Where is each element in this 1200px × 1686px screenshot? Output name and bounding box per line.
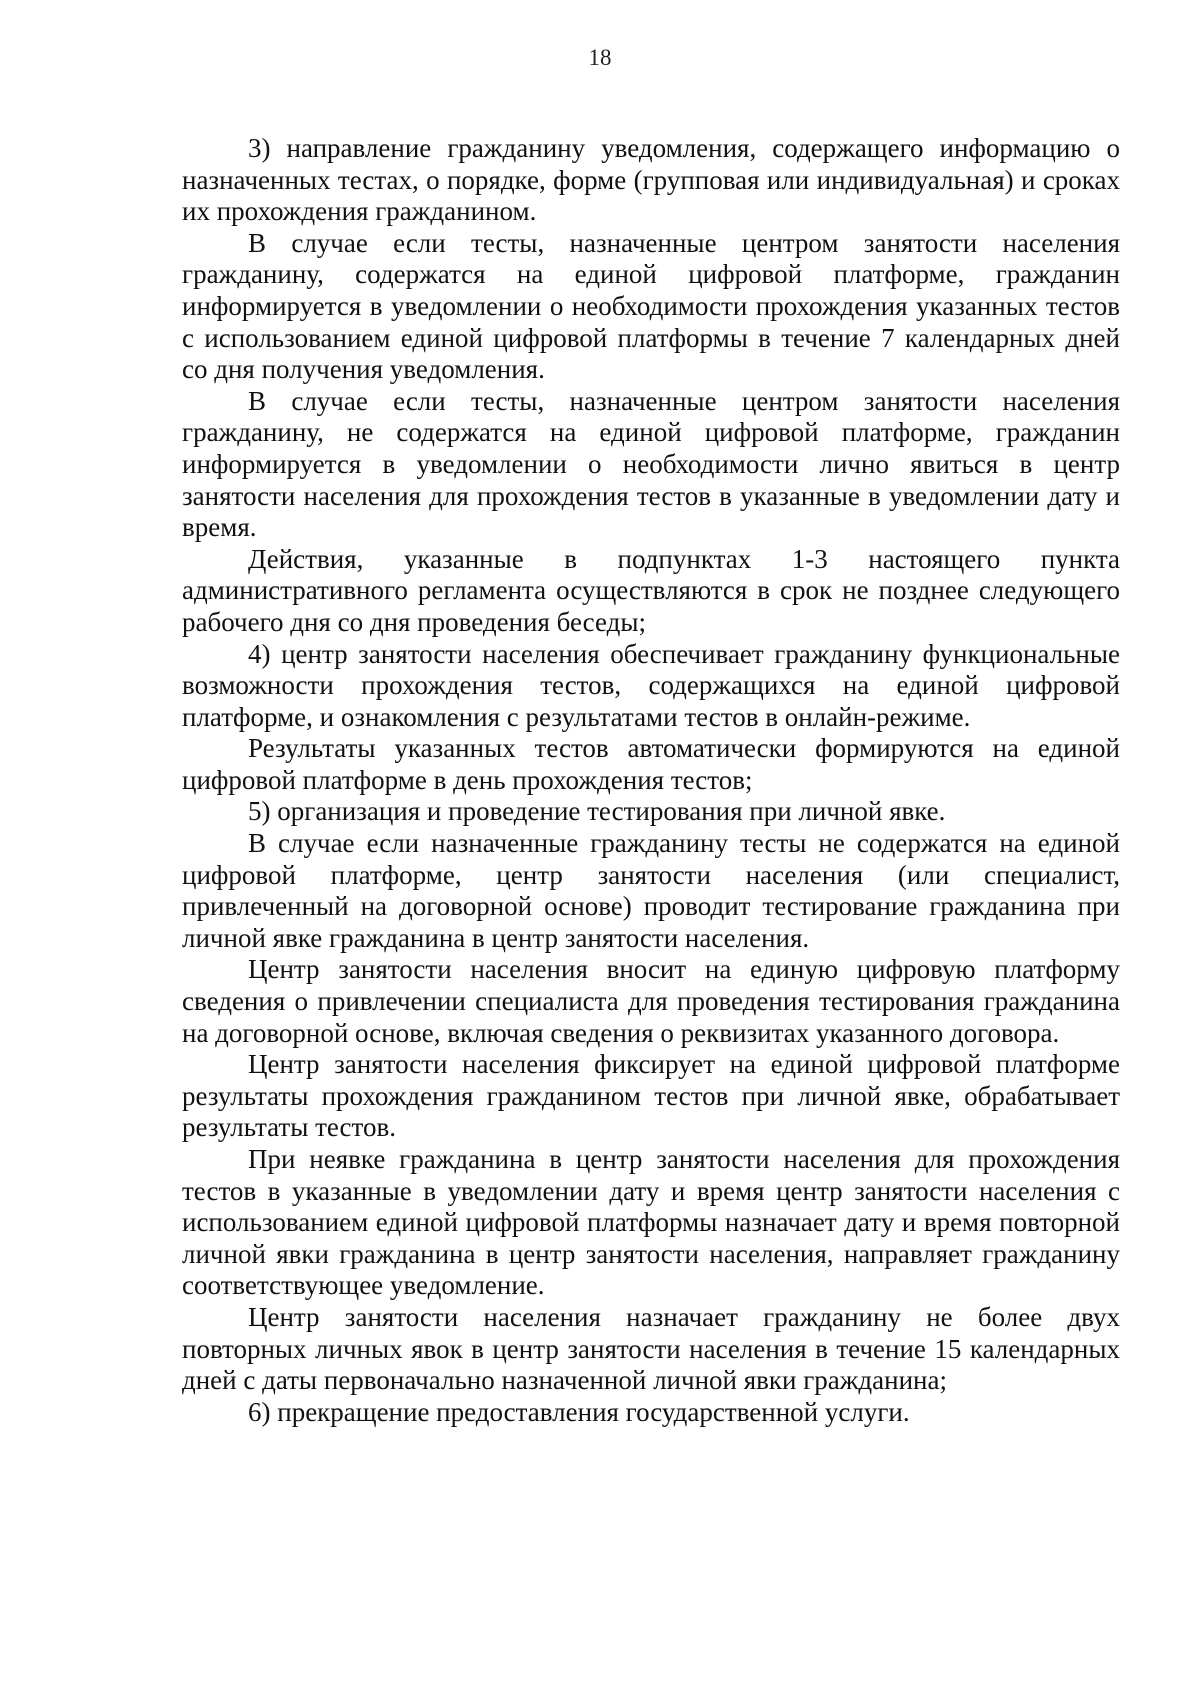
paragraph-tests-not-on-platform: В случае если тесты, назначенные центром занятости населения гражданину, не содержатся на единой цифровой платформе, гражданин информируется в уведомлении о необходимости лично явиться в центр занятости населения для прохождения тестов в указанные в уведомлении дату и время. <box>182 385 1120 543</box>
paragraph-tests-on-platform: В случае если тесты, назначенные центром занятости населения гражданину, содержатся на единой цифровой платформе, гражданин информируется в уведомлении о необходимости прохождения указанных тестов с использованием единой цифровой платформы в течение 7 календарных дней со дня получения уведомления. <box>182 227 1120 385</box>
paragraph-in-person-testing: В случае если назначенные гражданину тесты не содержатся на единой цифровой платформе, центр занятости населения (или специалист, привлеченный на договорной основе) проводит тестирование гражданина при личной явке гражданина в центр занятости населения. <box>182 828 1120 953</box>
paragraph-item-3: 3) направление гражданину уведомления, содержащего информацию о назначенных тестах, о порядке, форме (групповая или индивидуальная) и сроках их прохождения гражданином. <box>182 133 1120 227</box>
paragraph-actions-deadline: Действия, указанные в подпунктах 1-3 настоящего пункта административного регламента осуществляются в срок не позднее следующего рабочего дня со дня проведения беседы; <box>182 543 1120 637</box>
paragraph-repeat-visits: Центр занятости населения назначает гражданину не более двух повторных личных явок в центр занятости населения в течение 15 календарных дней с даты первоначально назначенной личной явки гражданина; <box>182 1301 1120 1396</box>
paragraph-item-4: 4) центр занятости населения обеспечивает гражданину функциональные возможности прохождения тестов, содержащихся на единой цифровой платформе, и ознакомления с результатами тестов в онлайн-режиме. <box>182 638 1120 732</box>
paragraph-results-recording: Центр занятости населения фиксирует на единой цифровой платформе результаты прохождения гражданином тестов при личной явке, обрабатывает результаты тестов. <box>182 1049 1120 1143</box>
paragraph-item-6: 6) прекращение предоставления государственной услуги. <box>248 1396 910 1427</box>
document-body <box>182 133 1120 1428</box>
paragraph-item-5: 5) организация и проведение тестирования при личной явке. <box>248 796 946 827</box>
paragraph-no-show: При неявке гражданина в центр занятости населения для прохождения тестов в указанные в уведомлении дату и время центр занятости населения с использованием единой цифровой платформы назначает дату и время повторной личной явки гражданина в центр занятости населения, направляет гражданину соответствующее уведомление. <box>182 1144 1120 1301</box>
paragraph-specialist-info: Центр занятости населения вносит на единую цифровую платформу сведения о привлечении специалиста для проведения тестирования гражданина на договорной основе, включая сведения о реквизитах указанного договора. <box>182 954 1120 1048</box>
paragraph-test-results: Результаты указанных тестов автоматически формируются на единой цифровой платформе в день прохождения тестов; <box>182 733 1120 795</box>
page-number: 18 <box>588 45 612 70</box>
